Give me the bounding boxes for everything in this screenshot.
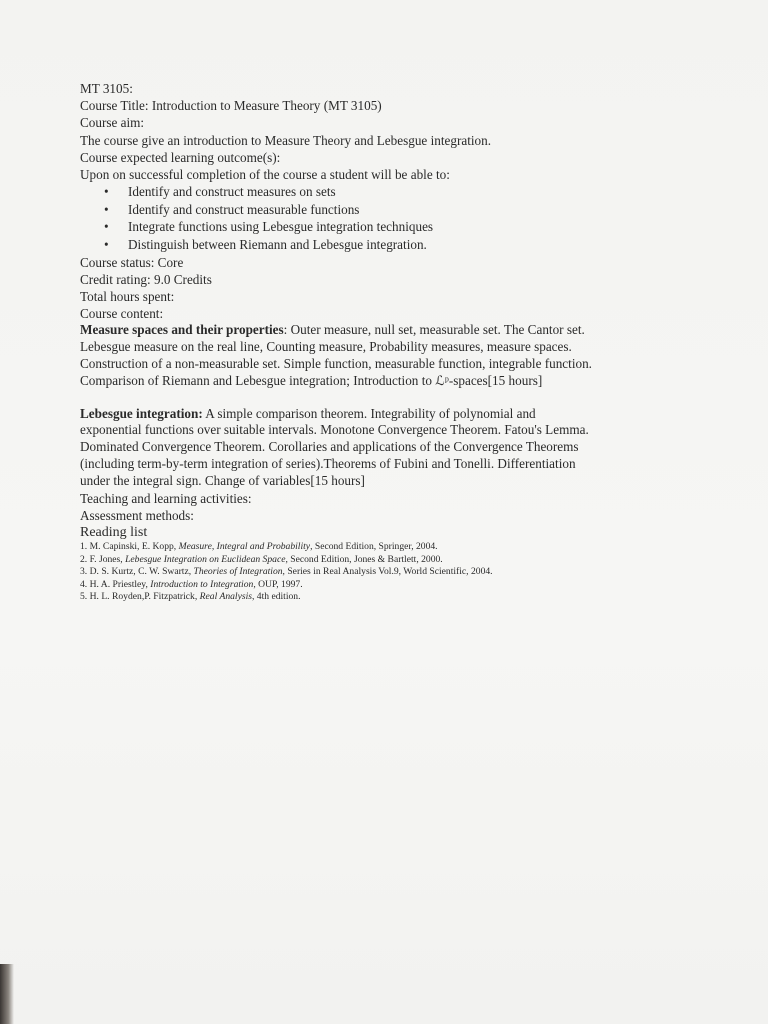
credit-rating: Credit rating: 9.0 Credits: [80, 271, 212, 287]
outcomes-label: Course expected learning outcome(s):: [80, 149, 281, 165]
reference-item: 1. M. Capinski, E. Kopp, Measure, Integral and Probability, Second Edition, Springer, 2004.: [80, 540, 438, 552]
section-text: A simple comparison theorem. Integrability of polynomial and: [202, 405, 536, 421]
outcomes-intro: Upon on successful completion of the course a student will be able to:: [80, 167, 450, 183]
section-text: Comparison of Riemann and Lebesgue integration; Introduction to ℒᵖ-spaces[15 hours]: [80, 372, 543, 388]
course-aim-label: Course aim:: [80, 115, 145, 131]
course-status: Course status: Core: [80, 254, 184, 270]
bullet-icon: •: [104, 237, 109, 252]
section-heading: Measure spaces and their properties: [80, 322, 284, 338]
section-text: : Outer measure, null set, measurable set. The Cantor set.: [283, 322, 585, 338]
course-description: [80, 80, 720, 604]
reference-item: 5. H. L. Royden,P. Fitzpatrick, Real Analysis, 4th edition.: [80, 591, 301, 603]
course-code: MT 3105:: [80, 81, 133, 96]
section-text: Dominated Convergence Theorem. Corollaries and applications of the Convergence Theorems: [80, 439, 579, 455]
section-text: (including term-by-term integration of series).Theorems of Fubini and Tonelli. Differentiation: [80, 455, 576, 471]
section-text: exponential functions over suitable intervals. Monotone Convergence Theorem. Fatou's Lemma.: [80, 422, 589, 438]
course-content-label: Course content:: [80, 306, 164, 322]
section-heading: Lebesgue integration:: [80, 405, 203, 421]
reference-item: 4. H. A. Priestley, Introduction to Integration, OUP, 1997.: [80, 578, 303, 590]
total-hours: Total hours spent:: [80, 289, 175, 304]
section-text: under the integral sign. Change of variables[15 hours]: [80, 472, 365, 488]
course-aim-text: The course give an introduction to Measure Theory and Lebesgue integration.: [80, 132, 492, 148]
bullet-icon: •: [104, 201, 109, 217]
reference-item: 2. F. Jones, Lebesgue Integration on Euclidean Space, Second Edition, Jones & Bartlett, 2000.: [80, 553, 443, 565]
outcome-item: • Identify and construct measurable functions: [104, 201, 360, 217]
bullet-icon: •: [104, 184, 109, 200]
section-measure-spaces: [80, 322, 720, 389]
outcomes-list: [80, 183, 720, 253]
outcome-item: • Integrate functions using Lebesgue integration techniques: [104, 219, 434, 235]
outcome-item: • Identify and construct measures on sets: [104, 184, 336, 200]
course-title: Course Title: Introduction to Measure Theory (MT 3105): [80, 98, 382, 114]
outcome-item: • Distinguish between Riemann and Lebesgue integration.: [104, 237, 427, 252]
section-text: Lebesgue measure on the real line, Counting measure, Probability measures, measure spaces.: [80, 339, 572, 355]
teaching-activities: Teaching and learning activities:: [80, 490, 252, 506]
page-edge-shadow: [0, 964, 14, 1024]
assessment-methods: Assessment methods:: [80, 507, 194, 523]
bullet-icon: •: [104, 219, 109, 235]
reading-list-title: Reading list: [80, 524, 148, 540]
reading-list: [80, 541, 720, 604]
section-lebesgue-integration: [80, 406, 720, 490]
reference-item: 3. D. S. Kurtz, C. W. Swartz, Theories of Integration, Series in Real Analysis Vol.9, World Scientific, 2004.: [80, 566, 493, 578]
section-text: Construction of a non-measurable set. Simple function, measurable function, integrable function.: [80, 356, 592, 371]
